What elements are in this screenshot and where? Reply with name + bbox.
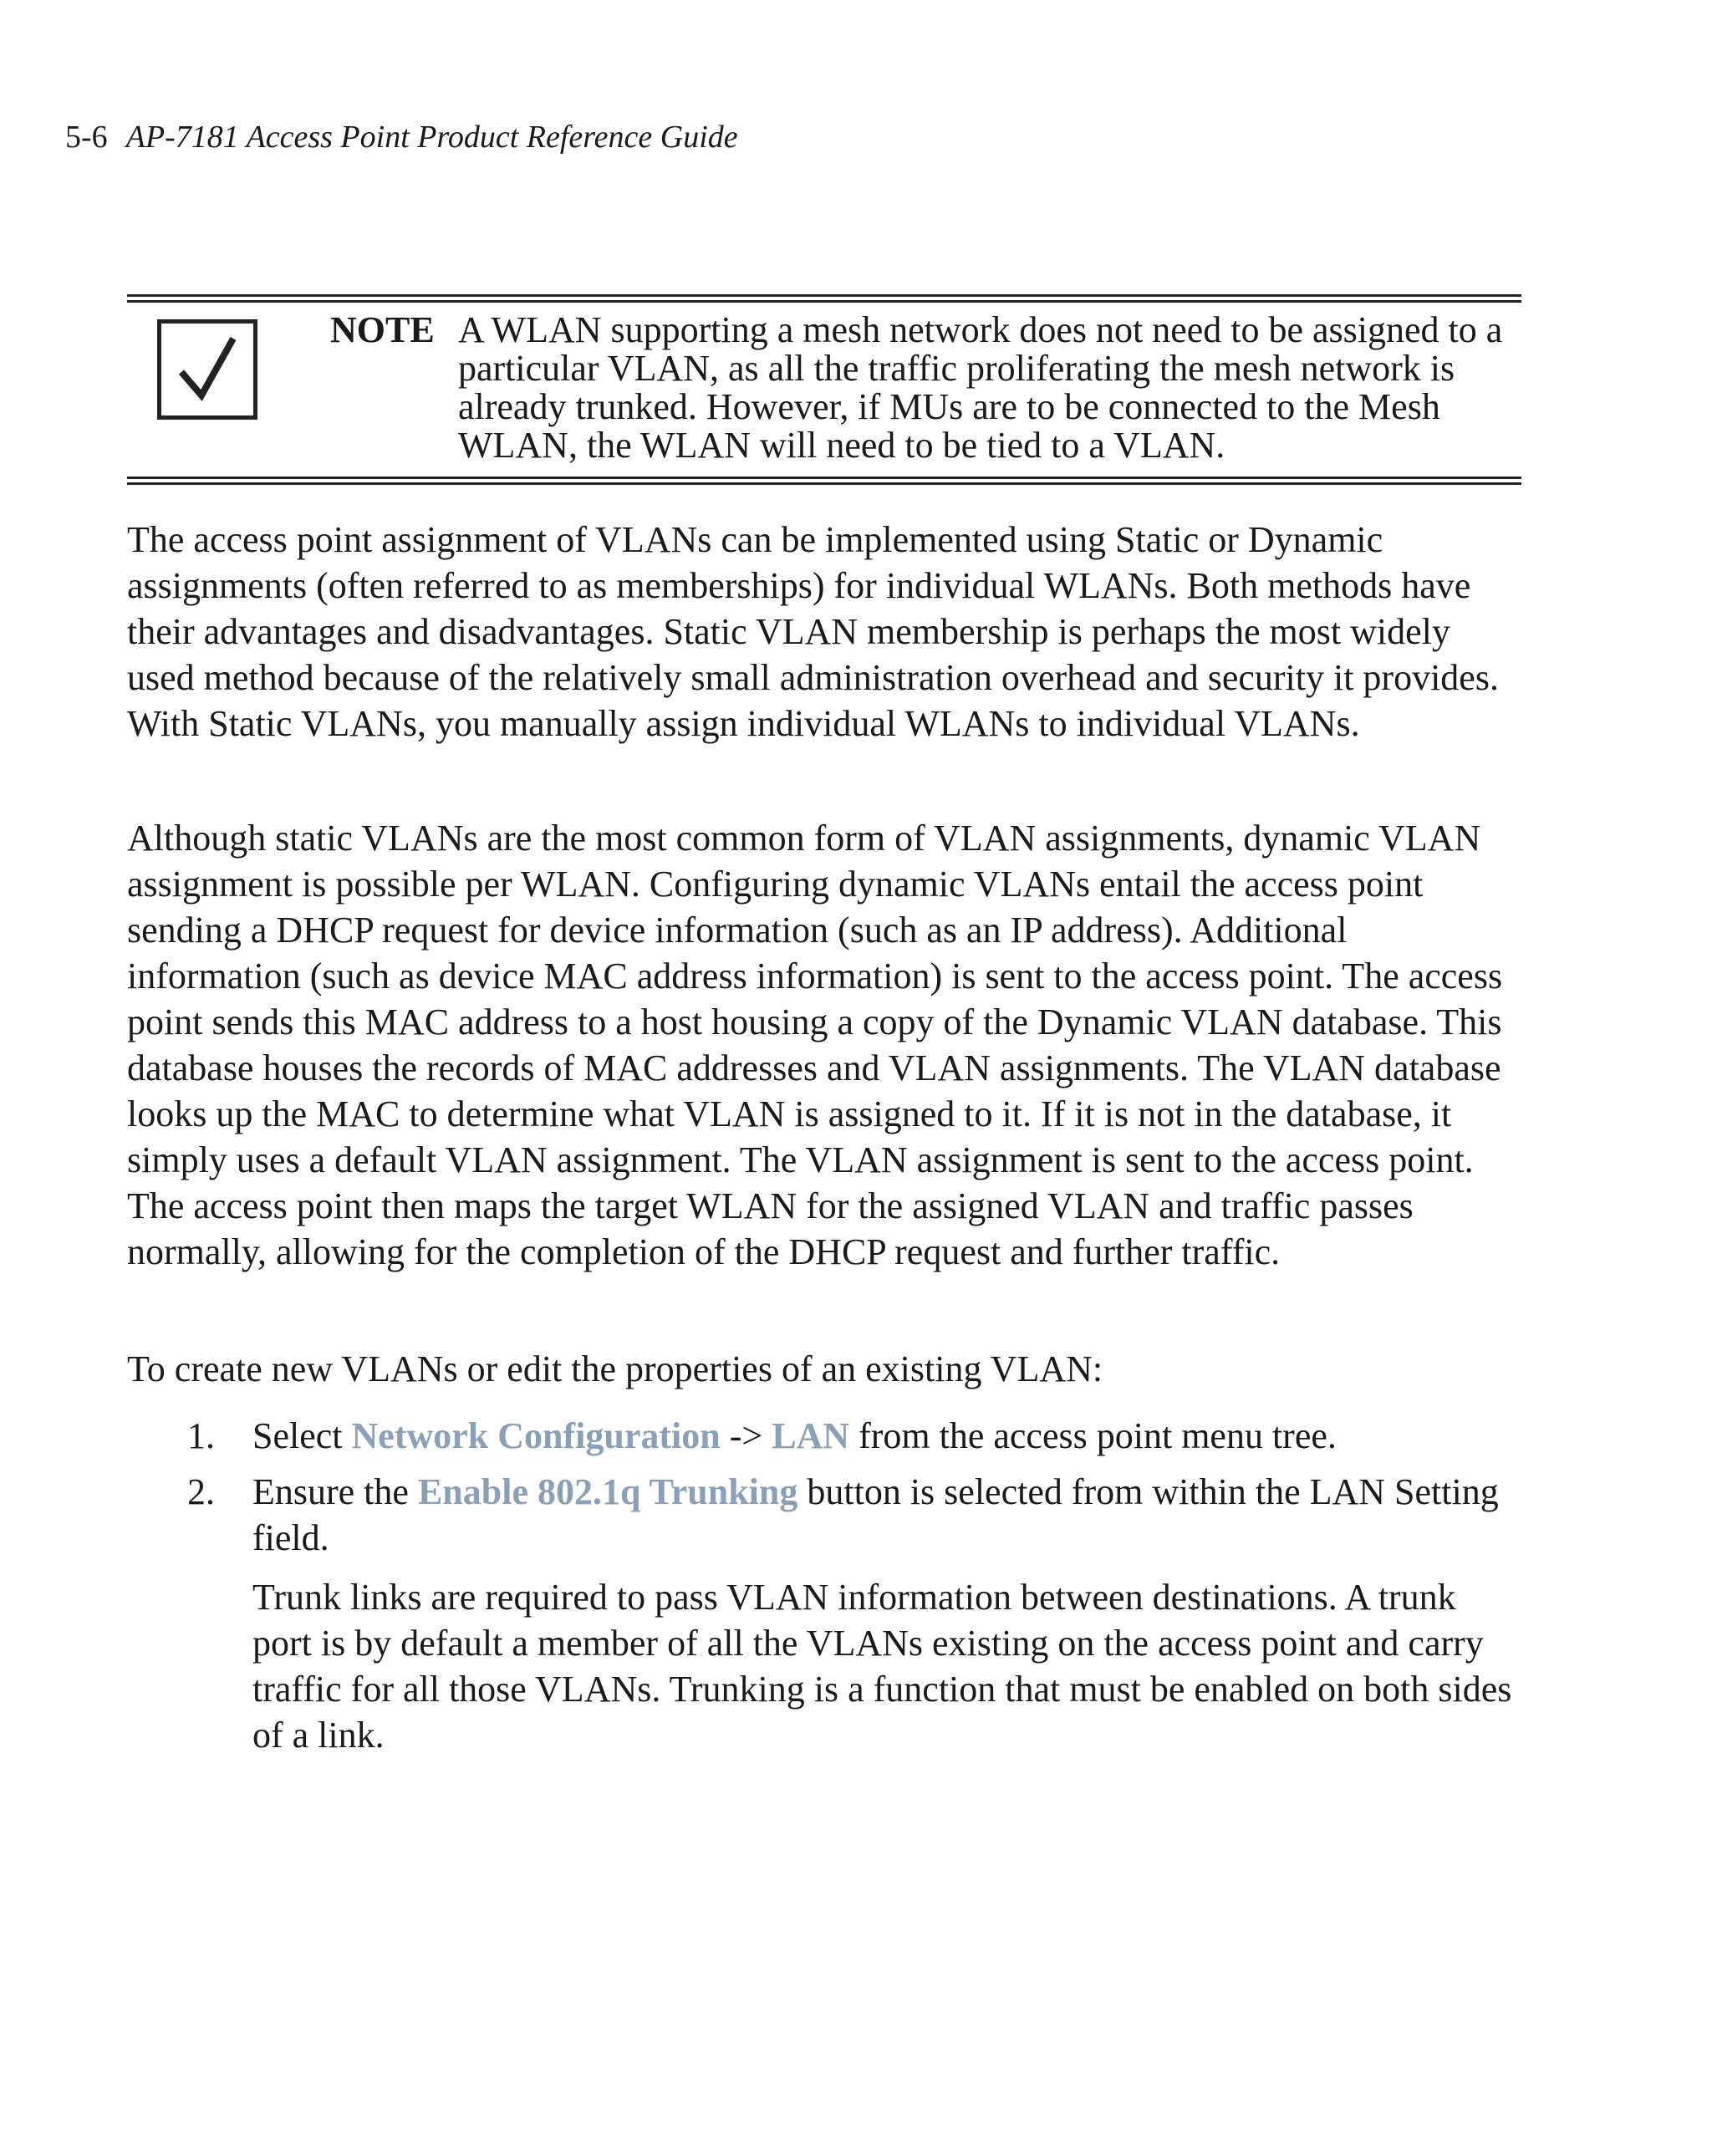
note-label: NOTE — [330, 309, 435, 350]
page-number: 5-6 — [65, 120, 108, 155]
guide-title: AP-7181 Access Point Product Reference Guide — [125, 120, 738, 155]
step-text: -> — [720, 1415, 772, 1456]
step-text: Ensure the — [252, 1471, 418, 1512]
step-number: 2. — [187, 1471, 215, 1512]
menu-term-lan: LAN — [772, 1415, 850, 1456]
step-text: from the access point menu tree. — [849, 1415, 1337, 1456]
note-top-rule — [127, 294, 1521, 303]
note-block — [127, 294, 1521, 487]
option-term-enable-trunking: Enable 802.1q Trunking — [417, 1471, 798, 1512]
step-text: Select — [252, 1415, 352, 1456]
note-bottom-rule — [127, 477, 1521, 485]
step-2-detail: Trunk links are required to pass VLAN information between destinations. A trunk port is by default a member of all the VLANs existing on the access point and carry traffic for all those VLANs. Trunking is a function that must be enabled on both sides of a link. — [252, 1577, 1512, 1756]
step-2 — [127, 1469, 1523, 1561]
paragraph-procedure-intro: To create new VLANs or edit the properties of an existing VLAN: — [127, 1348, 1103, 1389]
paragraph-dynamic-vlan: Although static VLANs are the most common form of VLAN assignments, dynamic VLAN assignment is possible per WLAN. Configuring dynamic VLANs entail the access point sending a DHCP request for device information (such as an IP address). Additional information (such as device MAC address information) is sent to the access point. The access point sends this MAC address to a host housing a copy of the Dynamic VLAN database. This database houses the records of MAC addresses and VLAN assignments. The VLAN database looks up the MAC to determine what VLAN is assigned to it. If it is not in the database, it simply uses a default VLAN assignment. The VLAN assignment is sent to the access point. The access point then maps the target WLAN for the assigned VLAN and traffic passes normally, allowing for the completion of the DHCP request and further traffic. — [127, 818, 1503, 1272]
page-header — [65, 117, 738, 157]
note-text: A WLAN supporting a mesh network does not need to be assigned to a particular VLAN, as all the traffic proliferating the mesh network is already trunked. However, if MUs are to be connected to the Mesh WLAN, the WLAN will need to be tied to a VLAN. — [458, 309, 1503, 466]
procedure-steps — [127, 1413, 1523, 1758]
step-1 — [127, 1413, 1523, 1459]
paragraph-vlan-assignment: The access point assignment of VLANs can be implemented using Static or Dynamic assignments (often referred to as memberships) for individual WLANs. Both methods have their advantages and disadvantages. Static VLAN membership is perhaps the most widely used method because of the relatively small administration overhead and security it provides. With Static VLANs, you manually assign individual WLANs to individual VLANs. — [127, 519, 1499, 744]
checkmark-box-icon — [157, 319, 257, 420]
step-number: 1. — [187, 1415, 215, 1456]
step-text: button is selected from within the LAN Setting field. — [252, 1471, 1499, 1558]
menu-term-network-configuration: Network Configuration — [351, 1415, 721, 1456]
